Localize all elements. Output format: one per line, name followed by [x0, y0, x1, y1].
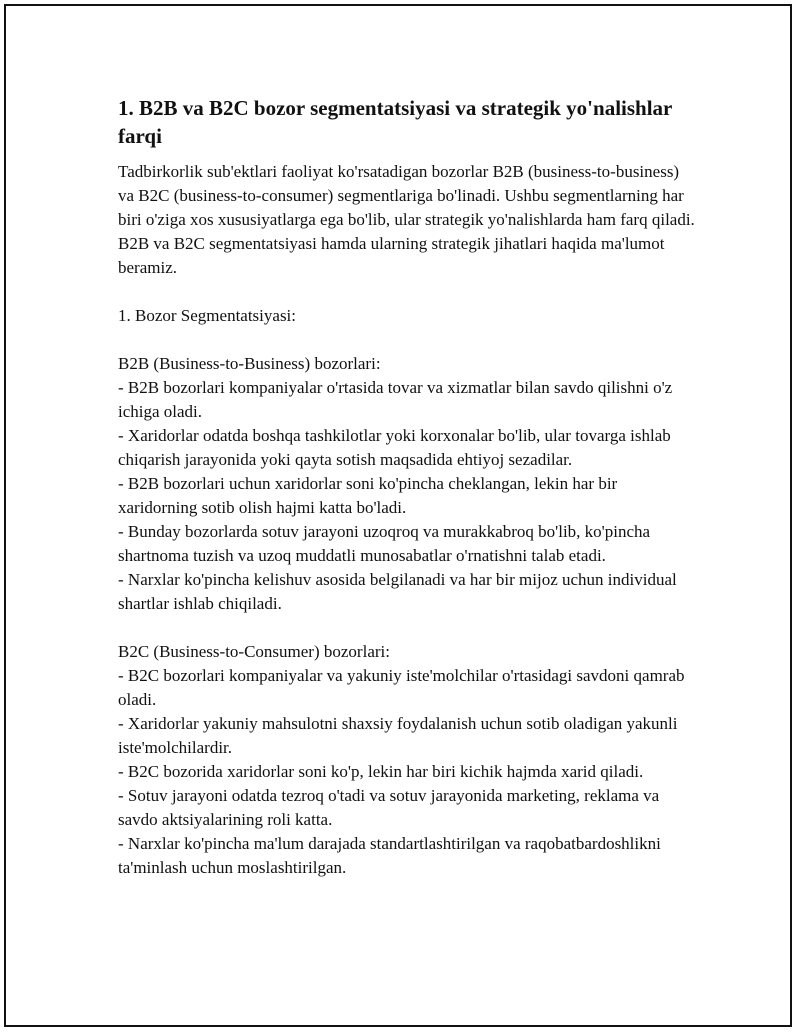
b2c-list-item: - B2C bozorlari kompaniyalar va yakuniy iste'molchilar o'rtasidagi savdoni qamrab oladi.: [118, 666, 685, 709]
paragraph-spacer: [118, 280, 698, 304]
document-title: 1. B2B va B2C bozor segmentatsiyasi va strategik yo'nalishlar farqi: [118, 96, 672, 148]
b2c-list-item: - Narxlar ko'pincha ma'lum darajada standartlashtirilgan va raqobatbardoshlikni ta'minlash uchun moslashtirilgan.: [118, 834, 661, 877]
b2b-list-item: - Bunday bozorlarda sotuv jarayoni uzoqroq va murakkabroq bo'lib, ko'pincha shartnoma tuzish va uzoq muddatli munosabatlar o'rnatishni talab etadi.: [118, 522, 651, 565]
b2b-list-item: - B2B bozorlari kompaniyalar o'rtasida tovar va xizmatlar bilan savdo qilishni o'z ichiga oladi.: [118, 378, 673, 421]
b2c-list-item: - B2C bozorida xaridorlar soni ko'p, lekin har biri kichik hajmda xarid qiladi.: [118, 762, 644, 781]
document-body: [118, 94, 698, 880]
b2b-list-item: - Xaridorlar odatda boshqa tashkilotlar yoki korxonalar bo'lib, ular tovarga ishlab chiqarish jarayonida yoki qayta sotish maqsadida ehtiyoj sezadilar.: [118, 426, 671, 469]
b2c-section: [118, 640, 698, 880]
b2c-list-item: - Xaridorlar yakuniy mahsulotni shaxsiy foydalanish uchun sotib oladigan yakunli iste'molchilardir.: [118, 714, 678, 757]
b2c-list-item: - Sotuv jarayoni odatda tezroq o'tadi va sotuv jarayonida marketing, reklama va savdo aktsiyalarining roli katta.: [118, 786, 660, 829]
b2b-section: [118, 352, 698, 616]
section-heading: 1. Bozor Segmentatsiyasi:: [118, 306, 297, 325]
b2c-heading: B2C (Business-to-Consumer) bozorlari:: [118, 642, 390, 661]
paragraph-spacer: [118, 616, 698, 640]
b2b-list-item: - Narxlar ko'pincha kelishuv asosida belgilanadi va har bir mijoz uchun individual shartlar ishlab chiqiladi.: [118, 570, 677, 613]
paragraph-spacer: [118, 328, 698, 352]
b2b-heading: B2B (Business-to-Business) bozorlari:: [118, 354, 381, 373]
intro-paragraph: Tadbirkorlik sub'ektlari faoliyat ko'rsatadigan bozorlar B2B (business-to-business) va B2C (business-to-consumer) segmentlariga bo'linadi. Ushbu segmentlarning har biri o'ziga xos xususiyatlarga ega bo'lib, ular strategik yo'nalishlarda ham farq qiladi. B2B va B2C segmentatsiyasi hamda ularning strategik jihatlari haqida ma'lumot beramiz.: [118, 162, 695, 277]
b2b-list-item: - B2B bozorlari uchun xaridorlar soni ko'pincha cheklangan, lekin har bir xaridorning sotib olish hajmi katta bo'ladi.: [118, 474, 618, 517]
